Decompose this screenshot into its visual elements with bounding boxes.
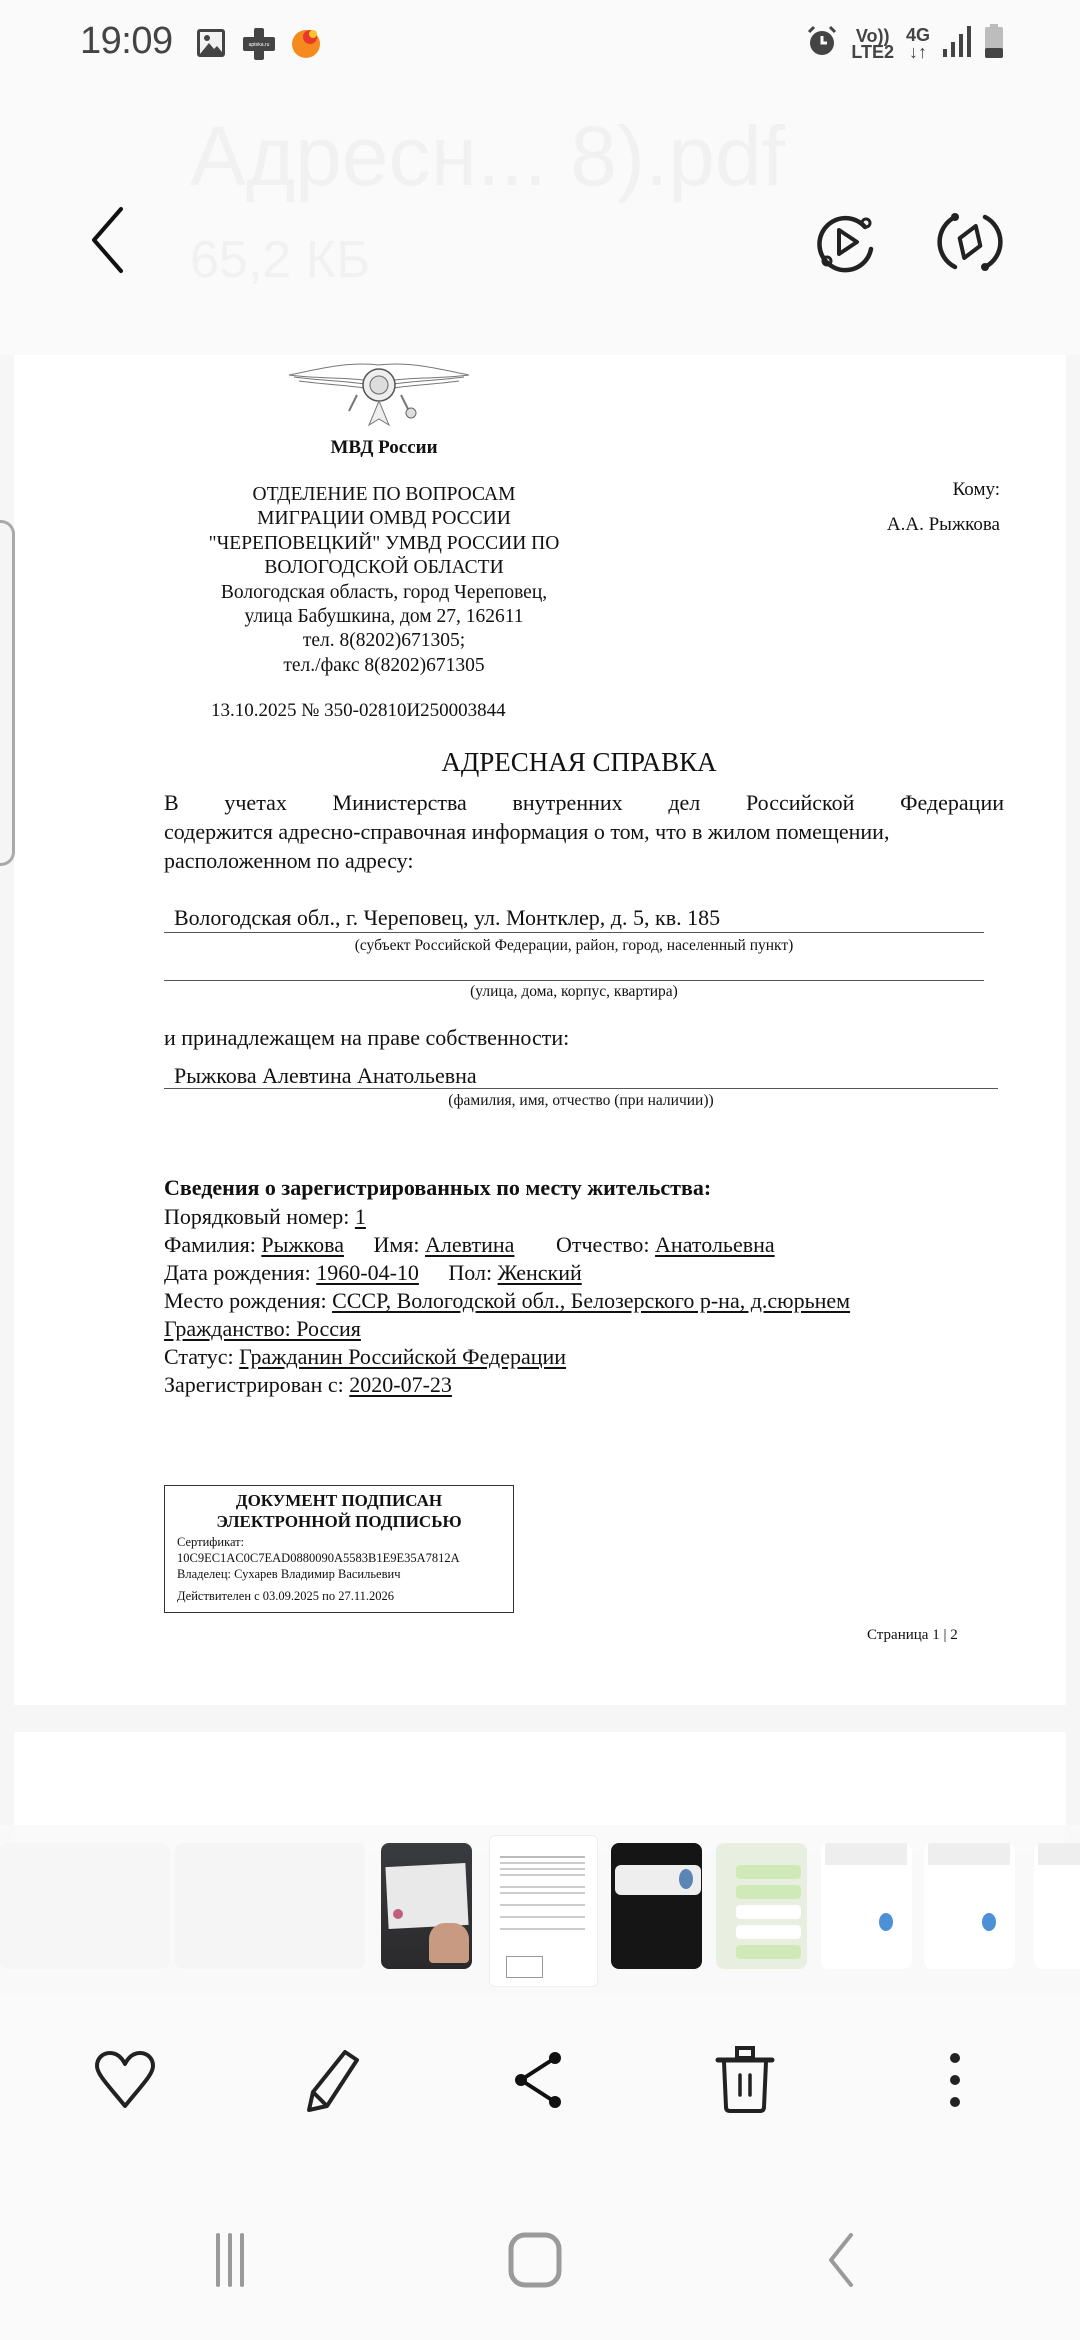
alarm-icon [805,24,839,63]
more-vertical-icon [945,2050,965,2110]
status-right-icons [805,24,1004,63]
heart-icon [93,2050,157,2110]
citizenship-value: Гражданство: Россия [164,1316,361,1341]
dob-row: Дата рождения: 1960-04-10 Пол: Женский [164,1260,582,1285]
ordinal-value: 1 [354,1204,366,1229]
gallery-notification-icon [196,28,226,63]
trash-icon [715,2045,775,2115]
pencil-icon [301,2048,365,2112]
signal-icon [942,25,972,62]
thumb-pdf-current[interactable] [489,1835,598,1987]
certificate-label: Сертификат: [177,1535,245,1549]
dob-value: 1960-04-10 [316,1260,419,1285]
file-title: Адресн... 8).pdf [190,109,786,203]
department-block: ОТДЕЛЕНИЕ ПО ВОПРОСАМ МИГРАЦИИ ОМВД РОССИИ "ЧЕРЕПОВЕЦКИЙ" УМВД РОССИИ ПО ВОЛОГОДСКОЙ ОБЛАСТИ Вологодская область, город Череповец, улица Бабушкина, дом 27, 162611 тел. 8(8202)671305; тел./факс 8(8202)671305 [208,484,560,676]
recipient-name: А.А. Рыжкова [886,514,1000,535]
address-underline [164,932,984,933]
bottom-toolbar [0,1995,1080,2165]
battery-icon [984,24,1004,63]
owner-value: Рыжкова Алевтина Анатольевна [174,1063,477,1088]
svg-text:apteka.ru: apteka.ru [248,42,270,48]
auto-rotate-icon [937,209,1003,275]
edit-button[interactable] [288,2035,378,2125]
back-icon [825,2232,855,2288]
owner-caption: (фамилия, имя, отчество (при наличии)) [448,1092,714,1109]
registrant-details [164,1203,850,1399]
thumb-table-1[interactable] [821,1843,912,1969]
thumb-faded-1[interactable] [0,1843,170,1969]
intro-line-1: В учетах Министерства внутренних дел Российской Федерации [164,790,1004,815]
edge-panel-handle[interactable] [0,520,15,866]
pdf-page-1[interactable] [14,355,1066,1705]
viewer-app-bar [0,90,1080,355]
firstname-value: Алевтина [425,1232,515,1257]
page-footer: Страница 1 | 2 [867,1627,958,1643]
thumb-chat-voice[interactable] [716,1843,807,1969]
ownership-label: и принадлежащем на праве собственности: [164,1025,570,1050]
favorite-button[interactable] [80,2035,170,2125]
signature-owner: Владелец: Сухарев Владимир Васильевич [177,1567,401,1581]
thumb-photo-receipt[interactable] [381,1843,472,1969]
date-number: 13.10.2025 № 350-02810И250003844 [211,700,506,721]
back-chevron-icon [90,205,130,275]
apteka-app-icon [243,28,275,65]
thumb-dark-dialog[interactable] [611,1843,702,1969]
name-row: Фамилия: Рыжкова Имя: Алевтина Отчество: Анатольевна [164,1232,775,1257]
birthplace-value: СССР, Вологодской обл., Белозерского р-на, д.сюрьнем [332,1288,851,1313]
status-value: Гражданин Российской Федерации [239,1344,567,1369]
address-caption-2: (улица, дома, корпус, квартира) [470,983,678,1000]
registered-since-value: 2020-07-23 [349,1372,452,1397]
home-icon [507,2231,563,2289]
share-icon [509,2048,569,2112]
surname-value: Рыжкова [261,1232,344,1257]
nav-back-button[interactable] [800,2225,880,2295]
registered-heading: Сведения о зарегистрированных по месту жительства: [164,1175,712,1200]
ordinal-row: Порядковый номер: 1 [164,1204,366,1229]
agency-name: МВД России [330,437,438,458]
auto-play-button[interactable] [806,202,886,282]
recipient-label: Кому: [952,479,1000,500]
birthplace-row: Место рождения: СССР, Вологодской обл., Белозерского р-на, д.сюрьнем [164,1288,851,1313]
status-time: 19:09 [80,20,173,62]
system-nav-bar [0,2165,1080,2340]
document-title: АДРЕСНАЯ СПРАВКА [441,747,717,777]
thumb-partial[interactable] [1034,1843,1080,1969]
volte-icon: Vo)) LTE2 [851,25,894,62]
certificate-value: 10C9EC1AC0C7EAD0880090A5583B1E9E35A7812A [177,1551,460,1565]
sex-value: Женский [497,1260,582,1285]
file-size: 65,2 КБ [190,231,371,289]
owner-underline [164,1088,998,1089]
address-caption-1: (субъект Российской Федерации, район, город, населенный пункт) [354,937,794,954]
patronymic-value: Анатольевна [655,1232,775,1257]
street-underline [164,980,984,981]
status-bar [0,0,1080,90]
orange-app-icon [290,26,322,65]
auto-play-icon [813,209,879,275]
home-button[interactable] [495,2225,575,2295]
thumbnail-strip[interactable] [0,1825,1080,1995]
signature-validity: Действителен с 03.09.2025 по 27.11.2026 [177,1589,395,1603]
auto-rotate-button[interactable] [930,202,1010,282]
intro-line-3: расположенном по адресу: [164,848,414,873]
delete-button[interactable] [700,2035,790,2125]
address-value: Вологодская обл., г. Череповец, ул. Монтклер, д. 5, кв. 185 [174,905,721,930]
4g-data-icon: 4G ↓↑ [905,24,930,62]
recents-button[interactable] [190,2225,270,2295]
citizenship-row [164,1315,850,1343]
recents-icon [215,2233,245,2287]
share-button[interactable] [494,2035,584,2125]
thumb-table-2[interactable] [924,1843,1015,1969]
registered-since-row: Зарегистрирован с: 2020-07-23 [164,1372,452,1397]
back-button[interactable] [80,200,140,280]
status-row: Статус: Гражданин Российской Федерации [164,1344,567,1369]
more-options-button[interactable] [910,2035,1000,2125]
e-signature-stamp: ДОКУМЕНТ ПОДПИСАН ЭЛЕКТРОННОЙ ПОДПИСЬЮ Сертификат: 10C9EC1AC0C7EAD0880090A5583B1E9E35A7812A Владелец: Сухарев Владимир Васильевич Действителен с 03.09.2025 по 27.11.2026 [164,1485,514,1613]
thumb-faded-2[interactable] [175,1843,365,1969]
mvd-emblem-icon [279,355,479,435]
intro-line-2: содержится адресно-справочная информация о том, что в жилом помещении, [164,819,890,844]
